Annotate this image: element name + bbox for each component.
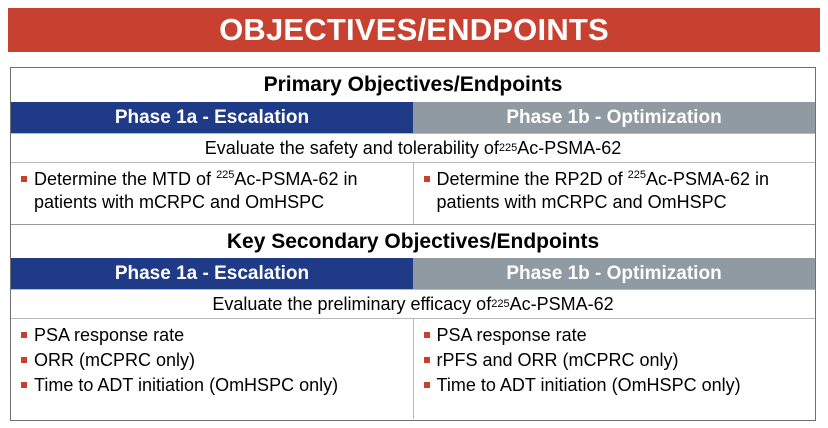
- primary-summary-pre: Evaluate the safety and tolerability of: [204, 137, 499, 158]
- primary-phase-header: [11, 102, 815, 133]
- list-item: [424, 374, 810, 397]
- bullet-square-icon: [424, 176, 430, 182]
- bullet-square-icon: [21, 382, 27, 388]
- page-title: OBJECTIVES/ENDPOINTS: [219, 12, 609, 47]
- bullet-text: Time to ADT initiation (OmHSPC only): [34, 375, 339, 395]
- list-item: [424, 349, 810, 372]
- primary-phase-1a-header: Phase 1a - Escalation: [11, 102, 413, 133]
- bullet-square-icon: [424, 357, 430, 363]
- list-item: [21, 374, 407, 397]
- bullet-square-icon: [424, 332, 430, 338]
- primary-summary: Evaluate the safety and tolerability of 225 Ac-PSMA-62: [11, 133, 815, 163]
- list-item: [21, 168, 407, 214]
- bullet-text: Time to ADT initiation (OmHSPC only): [436, 375, 741, 395]
- list-item: [21, 349, 407, 372]
- bullet-text: PSA response rate: [436, 325, 587, 345]
- primary-summary-post: Ac-PSMA-62: [517, 137, 622, 158]
- objectives-table: [10, 67, 816, 421]
- bullet-text: ORR (mCPRC only): [34, 350, 196, 370]
- secondary-title-text: Key Secondary Objectives/Endpoints: [226, 229, 600, 253]
- bullet-square-icon: [21, 332, 27, 338]
- primary-section-title: [11, 68, 815, 102]
- secondary-phase-1b-cell: [414, 319, 816, 419]
- secondary-summary: Evaluate the preliminary efficacy of 225 Ac-PSMA-62: [11, 289, 815, 319]
- secondary-phase-1a-cell: [11, 319, 414, 419]
- primary-phase-1a-cell: [11, 163, 414, 224]
- list-item: [424, 168, 810, 214]
- secondary-phase-1a-header: Phase 1a - Escalation: [11, 258, 413, 289]
- bullet-square-icon: [21, 176, 27, 182]
- secondary-summary-post: Ac-PSMA-62: [509, 293, 614, 314]
- bullet-square-icon: [424, 382, 430, 388]
- secondary-phase-1b-header: Phase 1b - Optimization: [413, 258, 815, 289]
- primary-phase-1b-cell: [414, 163, 816, 224]
- bullet-text: Determine the RP2D of $^{225}$Ac-PSMA-62 in patients with mCRPC and OmHSPC: [436, 169, 769, 212]
- list-item: [424, 324, 810, 347]
- primary-title-text: Primary Objectives/Endpoints: [263, 73, 563, 96]
- page-title-banner: [8, 8, 820, 52]
- secondary-summary-pre: Evaluate the preliminary efficacy of: [212, 293, 492, 314]
- secondary-section-title: [11, 224, 815, 258]
- bullet-text: PSA response rate: [34, 325, 185, 345]
- bullet-text: rPFS and ORR (mCPRC only): [436, 350, 679, 370]
- list-item: [21, 324, 407, 347]
- primary-endpoints: [11, 163, 815, 224]
- bullet-square-icon: [21, 357, 27, 363]
- secondary-phase-header: [11, 258, 815, 289]
- primary-phase-1b-header: Phase 1b - Optimization: [413, 102, 815, 133]
- secondary-endpoints: [11, 319, 815, 419]
- bullet-text: Determine the MTD of $^{225}$Ac-PSMA-62 in patients with mCRPC and OmHSPC: [34, 169, 358, 212]
